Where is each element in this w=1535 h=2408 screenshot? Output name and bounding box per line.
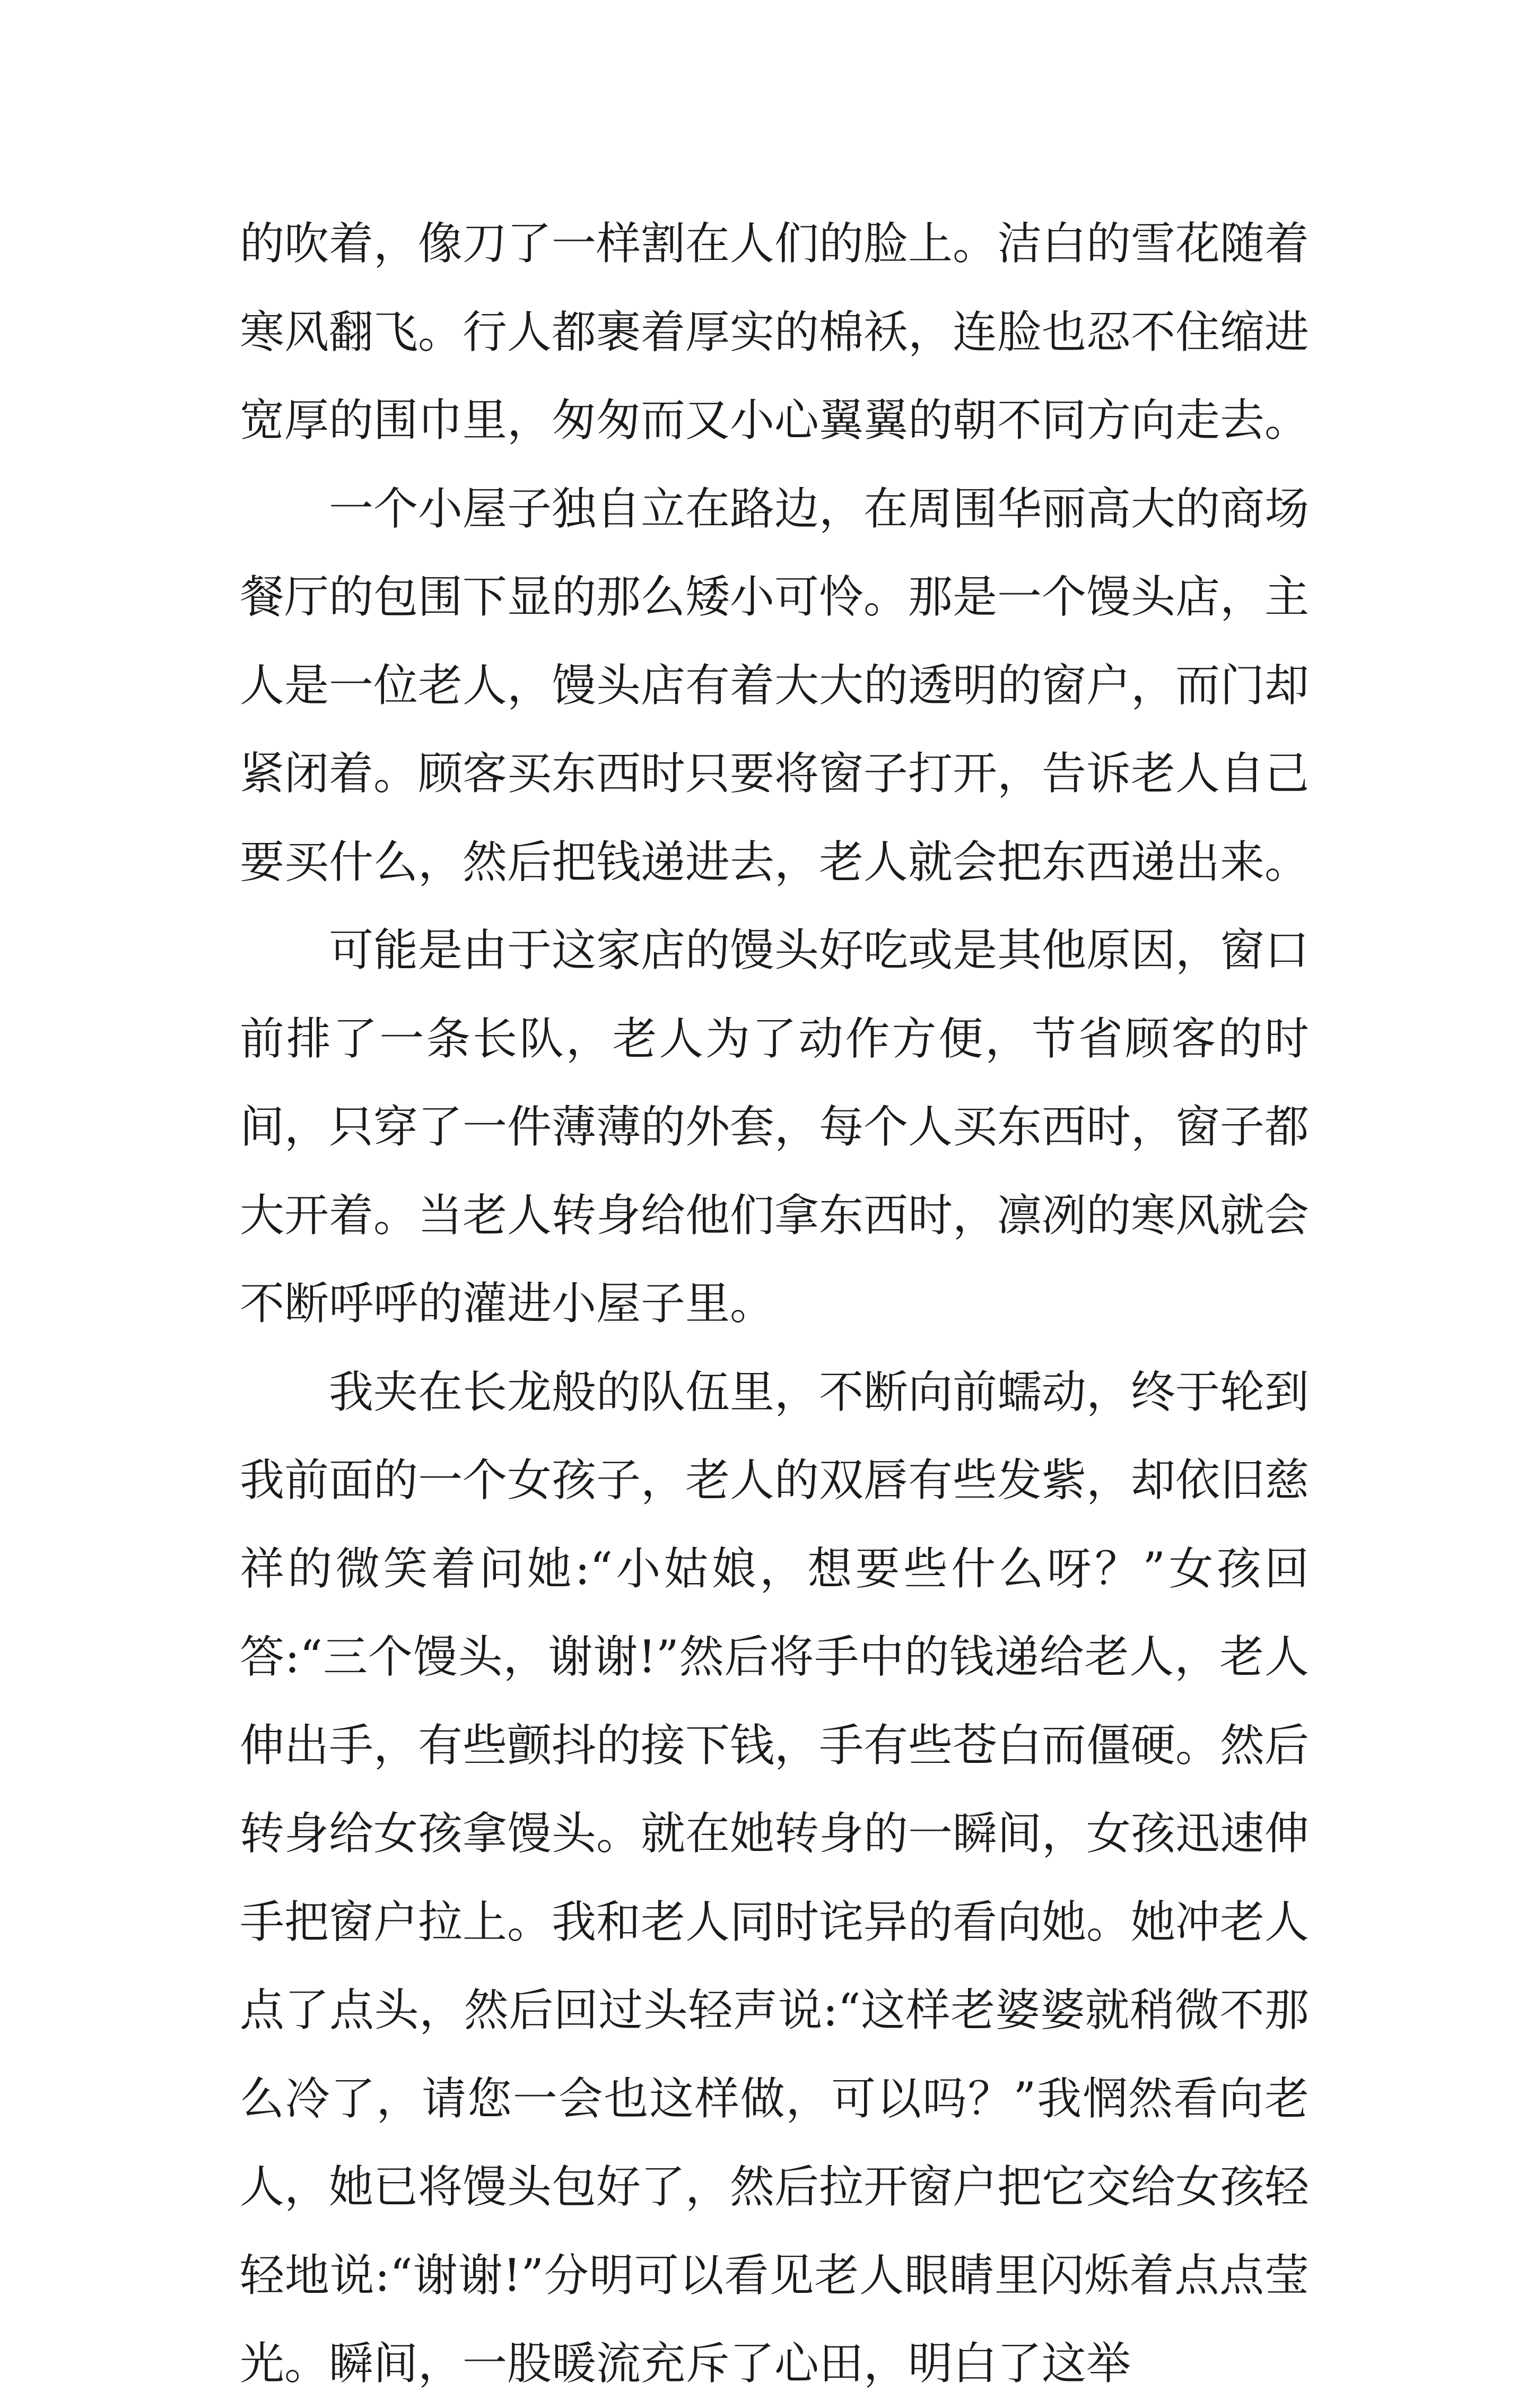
paragraph-1: 的吹着，像刀了一样割在人们的脸上。洁白的雪花随着寒风翻飞。行人都裹着厚实的棉袄，连脸也忍不住缩进宽厚的围巾里，匆匆而又小心翼翼的朝不同方向走去。 — [240, 218, 1310, 446]
article-body — [240, 199, 1309, 2408]
paragraph-3: 可能是由于这家店的馒头好吃或是其他原因，窗口前排了一条长队，老人为了动作方便，节省顾客的时间，只穿了一件薄薄的外套，每个人买东西时，窗子都大开着。当老人转身给他们拿东西时，凛冽的寒风就会不断呼呼的灌进小屋子里。 — [240, 924, 1310, 1329]
paragraph-2: 一个小屋子独自立在路边，在周围华丽高大的商场餐厅的包围下显的那么矮小可怜。那是一个馒头店，主人是一位老人，馒头店有着大大的透明的窗户，而门却紧闭着。顾客买东西时只要将窗子打开，告诉老人自己要买什么，然后把钱递进去，老人就会把东西递出来。 — [240, 482, 1310, 888]
paragraph-4: 我夹在长龙般的队伍里，不断向前蠕动，终于轮到我前面的一个女孩子，老人的双唇有些发紫，却依旧慈祥的微笑着问她:“小姑娘，想要些什么呀？”女孩回答:“三个馒头，谢谢!”然后将手中的钱递给老人，老人伸出手，有些颤抖的接下钱，手有些苍白而僵硬。然后转身给女孩拿馒头。就在她转身的一瞬间，女孩迅速伸手把窗户拉上。我和老人同时诧异的看向她。她冲老人点了点头，然后回过头轻声说:“这样老婆婆就稍微不那么冷了，请您一会也这样做，可以吗？”我惘然看向老人，她已将馒头包好了，然后拉开窗户把它交给女孩轻轻地说:“谢谢!”分明可以看见老人眼睛里闪烁着点点莹光。瞬间，一股暖流充斥了心田，明白了这举 — [240, 1366, 1310, 2389]
